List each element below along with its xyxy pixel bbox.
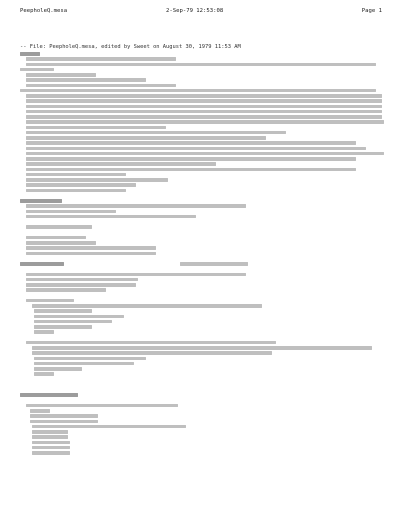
code-line-placeholder	[26, 204, 246, 208]
code-line-placeholder	[26, 126, 166, 130]
code-line-placeholder	[34, 357, 146, 361]
code-line-placeholder	[32, 351, 272, 355]
code-line-placeholder	[26, 225, 92, 229]
code-line-placeholder	[26, 341, 276, 345]
code-line-placeholder	[30, 420, 98, 424]
code-line-placeholder	[26, 78, 146, 82]
code-line-placeholder	[26, 173, 126, 177]
code-line-placeholder	[26, 162, 216, 166]
code-line-placeholder	[34, 315, 124, 319]
code-line-placeholder	[26, 210, 116, 214]
code-line-placeholder	[34, 320, 112, 324]
page-header	[20, 6, 382, 16]
code-line-placeholder	[26, 157, 356, 161]
code-line-placeholder	[26, 215, 196, 219]
code-line-placeholder	[180, 262, 248, 266]
code-line-placeholder	[26, 152, 384, 156]
code-line-placeholder	[26, 147, 366, 151]
code-line-placeholder	[20, 68, 54, 72]
code-line-placeholder	[34, 309, 92, 313]
code-line-placeholder	[32, 446, 70, 450]
code-line-placeholder	[26, 57, 176, 61]
code-line-placeholder	[34, 372, 54, 376]
code-line-placeholder	[20, 52, 40, 56]
code-line-placeholder	[26, 73, 96, 77]
code-line-placeholder	[26, 110, 382, 114]
code-line-placeholder	[32, 451, 70, 455]
code-line-placeholder	[26, 278, 138, 282]
code-line-placeholder	[26, 94, 382, 98]
code-line-placeholder	[20, 262, 64, 266]
code-line-placeholder	[26, 246, 156, 250]
code-line-placeholder	[34, 330, 54, 334]
code-line-placeholder	[34, 367, 82, 371]
code-line-placeholder	[32, 441, 70, 445]
code-line-placeholder	[26, 99, 382, 103]
code-line-placeholder	[26, 189, 126, 193]
code-line-placeholder	[30, 409, 50, 413]
code-line-placeholder	[32, 425, 186, 429]
code-line-placeholder	[26, 141, 356, 145]
code-line-placeholder	[26, 252, 156, 256]
code-line-placeholder	[26, 283, 136, 287]
header-datetime: 2-Sep-79 12:53:08	[166, 8, 224, 14]
code-line-placeholder	[26, 183, 136, 187]
code-line-placeholder	[34, 362, 134, 366]
code-line-placeholder	[26, 273, 246, 277]
code-line-placeholder	[26, 63, 376, 67]
code-line-placeholder	[26, 105, 382, 109]
code-listing	[20, 52, 382, 510]
code-line-placeholder	[26, 178, 168, 182]
code-line-placeholder	[26, 241, 96, 245]
code-line-placeholder	[26, 236, 86, 240]
file-comment: -- File: PeepholeQ.mesa, edited by Sweet on August 30, 1979 11:53 AM	[20, 44, 241, 50]
code-line-placeholder	[26, 299, 74, 303]
header-filename: PeepholeQ.mesa	[20, 8, 68, 14]
code-line-placeholder	[26, 168, 356, 172]
header-page-number: Page 1	[361, 8, 382, 14]
code-line-placeholder	[26, 136, 266, 140]
code-line-placeholder	[20, 393, 78, 397]
code-line-placeholder	[26, 120, 384, 124]
code-line-placeholder	[32, 430, 68, 434]
code-line-placeholder	[32, 304, 262, 308]
code-line-placeholder	[26, 115, 382, 119]
code-line-placeholder	[34, 325, 92, 329]
code-line-placeholder	[26, 288, 106, 292]
code-line-placeholder	[26, 131, 286, 135]
code-line-placeholder	[20, 199, 62, 203]
code-line-placeholder	[32, 346, 372, 350]
code-line-placeholder	[30, 414, 98, 418]
code-line-placeholder	[26, 404, 178, 408]
code-line-placeholder	[32, 435, 68, 439]
code-line-placeholder	[20, 89, 376, 93]
code-line-placeholder	[26, 84, 176, 88]
